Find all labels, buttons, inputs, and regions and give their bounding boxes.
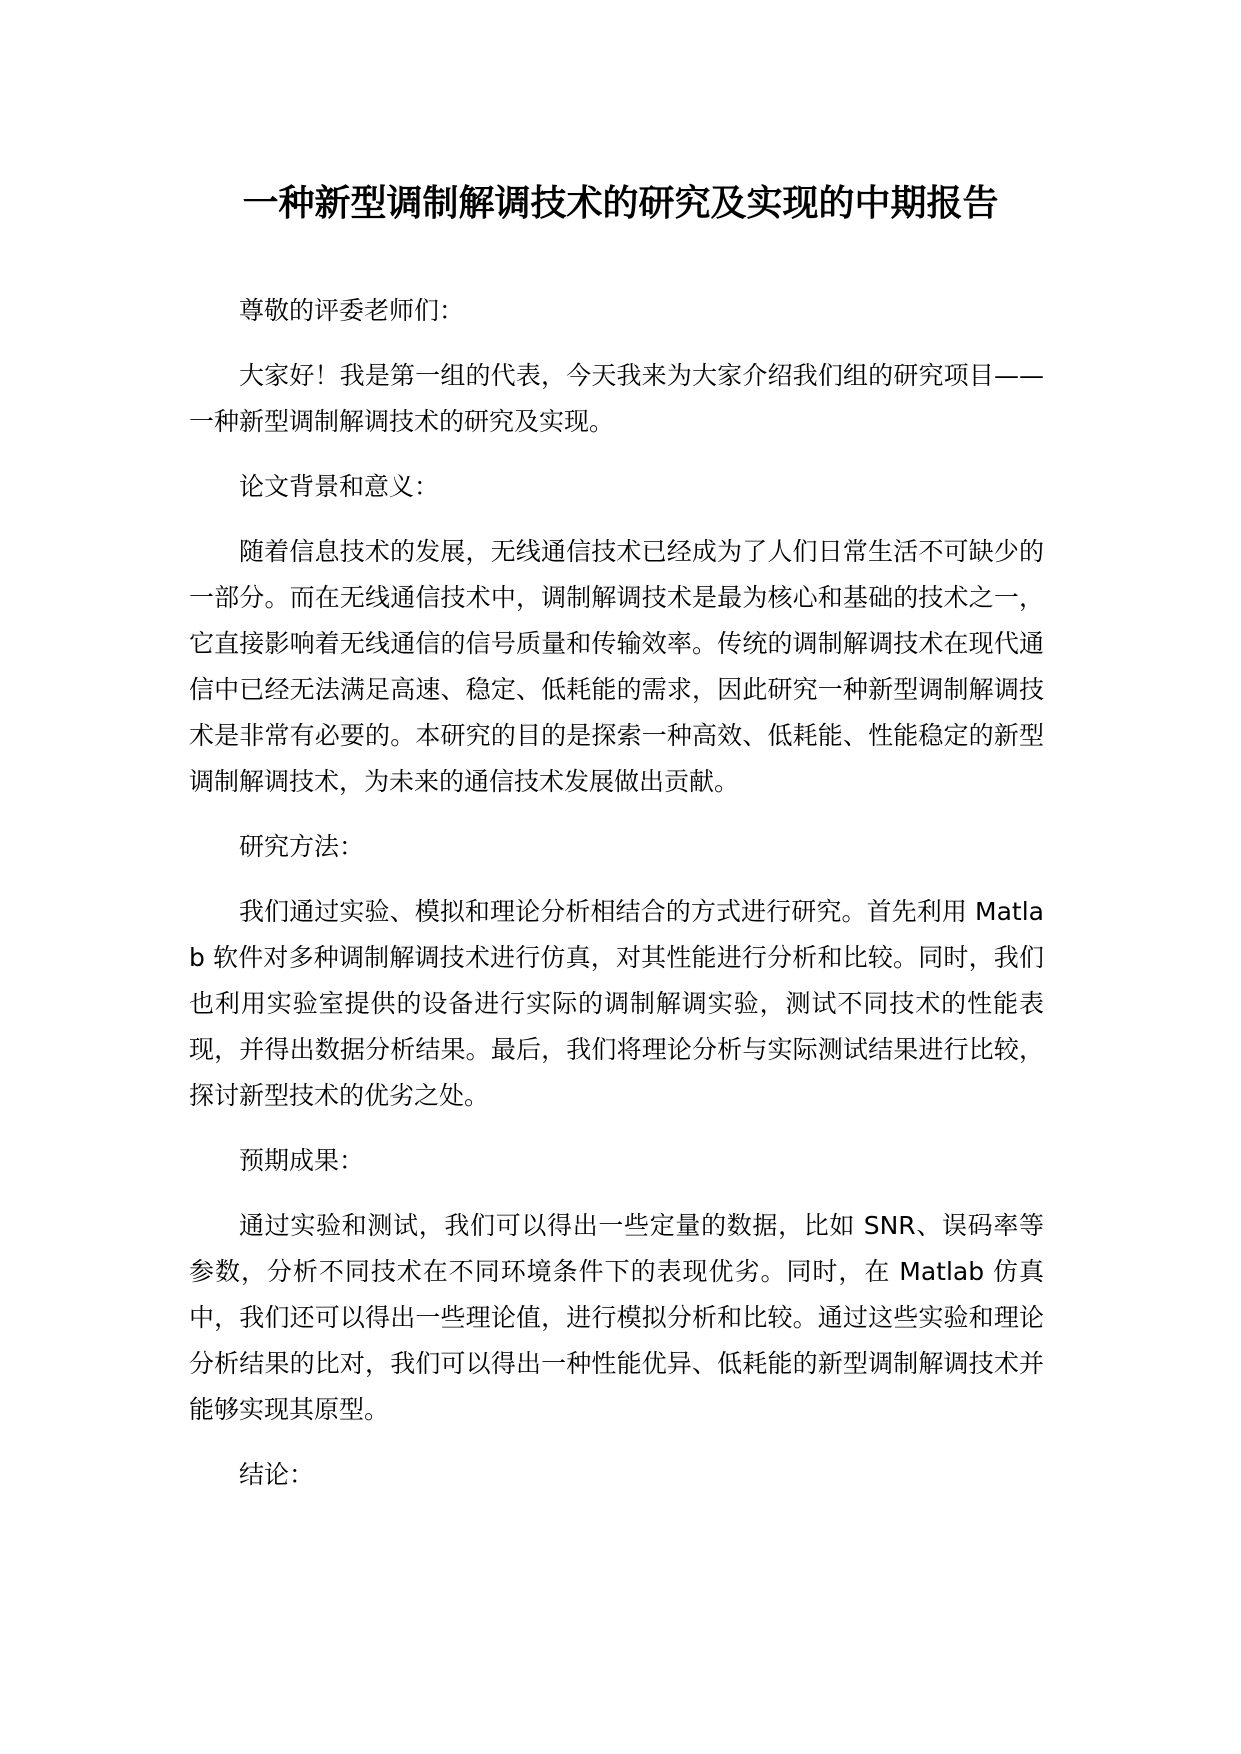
section-heading-conclusion: 结论： (239, 1460, 315, 1489)
document-title: 一种新型调制解调技术的研究及实现的中期报告 (242, 183, 999, 224)
section-heading-background: 论文背景和意义： (239, 472, 440, 501)
section-heading-expected-results: 预期成果： (239, 1146, 365, 1175)
expected-results-paragraph: 通过实验和测试，我们可以得出一些定量的数据，比如 SNR、误码率等参数，分析不同技术在不同环境条件下的表现优劣。同时，在 Matlab 仿真中，我们还可以得出一些理论值，进行模拟分析和比较。通过这些实验和理论分析结果的比对，我们可以得出一种性能优异、低耗能的新型调制解调技术并能够实现其原型。 (189, 1211, 1044, 1424)
background-paragraph: 随着信息技术的发展，无线通信技术已经成为了人们日常生活不可缺少的一部分。而在无线通信技术中，调制解调技术是最为核心和基础的技术之一，它直接影响着无线通信的信号质量和传输效率。传统的调制解调技术在现代通信中已经无法满足高速、稳定、低耗能的需求，因此研究一种新型调制解调技术是非常有必要的。本研究的目的是探索一种高效、低耗能、性能稳定的新型调制解调技术，为未来的通信技术发展做出贡献。 (189, 537, 1044, 796)
salutation: 尊敬的评委老师们： (239, 296, 465, 325)
document-body (189, 288, 1044, 1517)
section-heading-method: 研究方法： (239, 832, 365, 861)
method-paragraph: 我们通过实验、模拟和理论分析相结合的方式进行研究。首先利用 Matlab 软件对多种调制解调技术进行仿真，对其性能进行分析和比较。同时，我们也利用实验室提供的设备进行实际的调制解调实验，测试不同技术的性能表现，并得出数据分析结果。最后，我们将理论分析与实际测试结果进行比较，探讨新型技术的优劣之处。 (189, 897, 1044, 1110)
intro-paragraph: 大家好！我是第一组的代表，今天我来为大家介绍我们组的研究项目——一种新型调制解调技术的研究及实现。 (189, 361, 1044, 436)
